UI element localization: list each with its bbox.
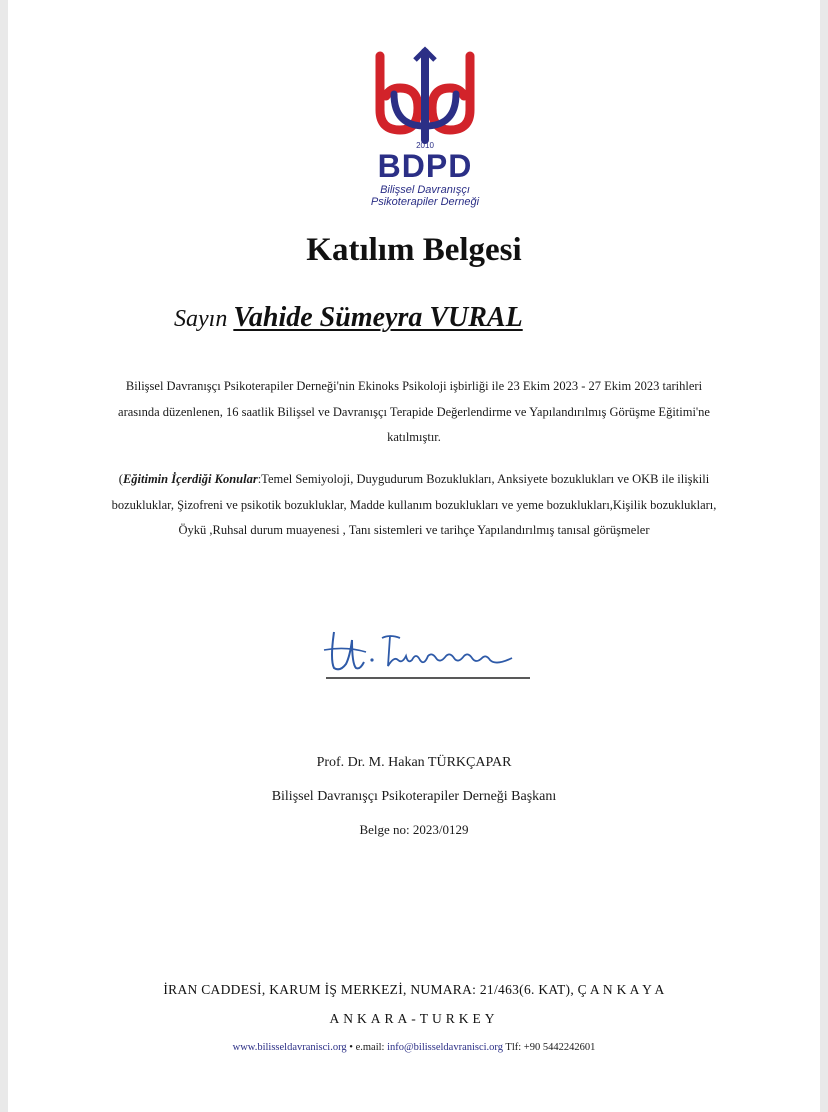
contact-line xyxy=(8,1042,820,1053)
logo-brand: BDPD xyxy=(377,148,473,184)
website-link[interactable]: www.bilisseldavranisci.org xyxy=(232,1042,347,1053)
signer-name: Prof. Dr. M. Hakan TÜRKÇAPAR xyxy=(316,755,512,770)
phone-number: Tlf: +90 5442242601 xyxy=(503,1042,596,1053)
document-number: Belge no: 2023/0129 xyxy=(359,822,469,837)
recipient-name: Vahide Sümeyra VURAL xyxy=(233,302,523,333)
signer-role: Bilişsel Davranışçı Psikoterapiler Derneği Başkanı xyxy=(271,789,557,804)
salutation: Sayın xyxy=(174,306,228,332)
address-line-1: İRAN CADDESİ, KARUM İŞ MERKEZİ, NUMARA: 21/463(6. KAT), Ç A N K A Y A xyxy=(163,982,665,997)
topics-open-paren: ( xyxy=(118,472,123,486)
logo-subtitle-line2: Psikoterapiler Derneği xyxy=(370,196,480,208)
salutation-line xyxy=(174,302,523,334)
topics-heading: Eğitimin İçerdiği Konular xyxy=(122,472,258,486)
certificate-title: Katılım Belgesi xyxy=(306,232,522,268)
participation-paragraph: Bilişsel Davranışçı Psikoterapiler Derneği'nin Ekinoks Psikoloji işbirliği ile 23 Ekim 2023 - 27 Ekim 2023 tarihleri arasında düzenlenen, 16 saatlik Bilişsel ve Davranışçı Terapide Değerlendirme ve Yapılandırılmış Görüşme Eğitimi'ne katılmıştır. xyxy=(118,379,710,444)
address-line-2: ANKARA-TURKEY xyxy=(329,1011,499,1026)
certificate-page xyxy=(8,0,820,1112)
topics-text: :Temel Semiyoloji, Duygudurum Bozuklukları, Anksiyete bozuklukları ve OKB ile ilişkili bozukluklar, Şizofreni ve psikotik bozukluklar, Madde kullanım bozuklukları ve yeme bozuklukları,Kişilik bozuklukları, Öykü ,Ruhsal durum muayenesi , Tanı sistemleri ve tarihçe Yapılandırılmış tanısal görüşmeler xyxy=(111,472,717,537)
logo-subtitle-line1: Bilişsel Davranışçı xyxy=(380,184,470,196)
signature-image xyxy=(316,620,536,690)
psi-logo-icon xyxy=(360,44,490,148)
bdpd-logo xyxy=(360,44,490,214)
logo-year: 2010 xyxy=(416,141,434,148)
topics-paragraph xyxy=(108,467,720,544)
email-link[interactable]: info@bilisseldavranisci.org xyxy=(387,1042,503,1053)
email-separator: • e.mail: xyxy=(346,1042,388,1053)
handwritten-signature xyxy=(316,620,536,690)
